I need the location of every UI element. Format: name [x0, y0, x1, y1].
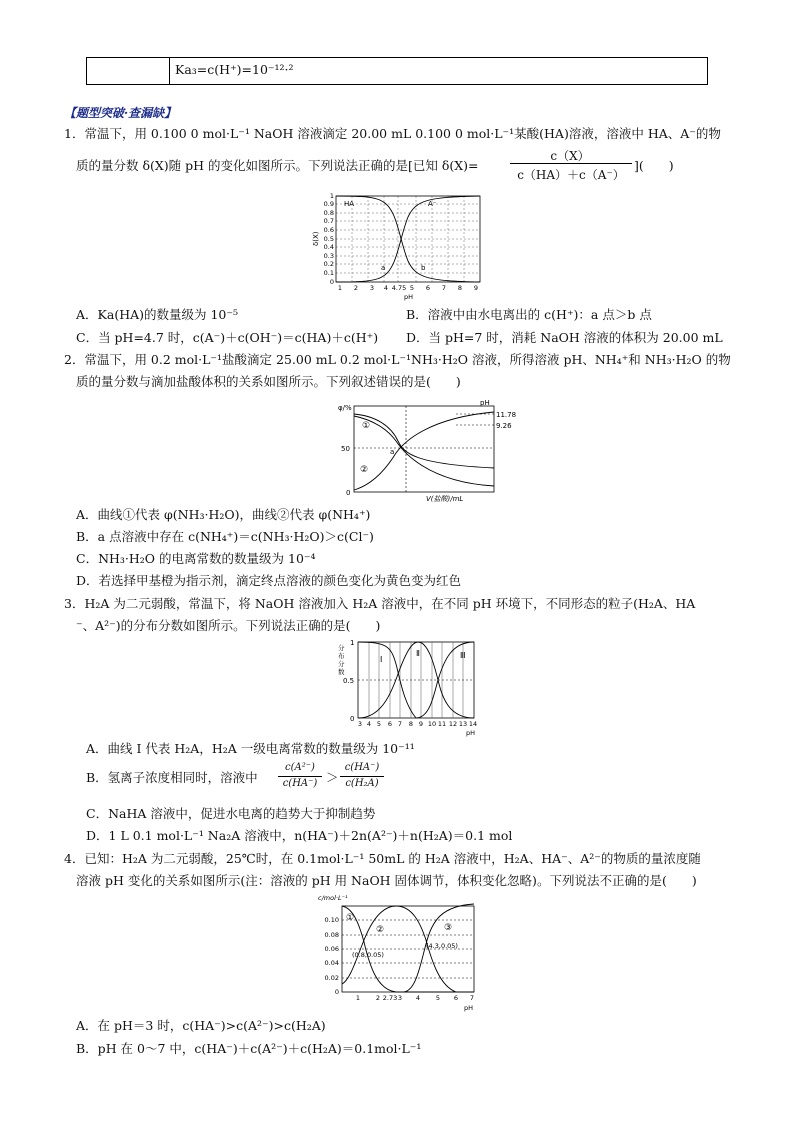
q3-curve-II-label: Ⅱ [416, 649, 420, 658]
svg-text:9: 9 [418, 720, 424, 728]
q2-option-a: A．曲线①代表 φ(NH₃·H₂O)，曲线②代表 φ(NH₄⁺) [76, 507, 371, 522]
svg-text:6: 6 [387, 720, 393, 728]
svg-text:1: 1 [355, 994, 361, 1002]
svg-text:1: 1 [337, 284, 343, 292]
q2-point-a: a [390, 448, 395, 456]
svg-text:0.7: 0.7 [323, 217, 334, 225]
q2-ph1: 11.78 [496, 411, 516, 419]
q3-curve-III-label: Ⅲ [460, 651, 466, 660]
svg-text:3: 3 [369, 284, 375, 292]
q3-option-b-pre: B．氢离子浓度相同时，溶液中 [86, 770, 258, 785]
q3-b-frac1-num: c(A²⁻) [285, 762, 315, 773]
svg-text:13: 13 [458, 720, 468, 728]
q3-b-frac1-bar [278, 776, 322, 777]
q1-frac-den: c（HA）＋c（A⁻） [517, 168, 625, 182]
q1-point-a: a [381, 264, 386, 272]
svg-text:0: 0 [329, 278, 334, 286]
svg-text:12: 12 [448, 720, 458, 728]
q2-chart [336, 396, 516, 502]
svg-text:0.04: 0.04 [324, 959, 339, 967]
svg-text:2.73: 2.73 [382, 994, 398, 1002]
svg-text:10: 10 [427, 720, 437, 728]
svg-text:4: 4 [383, 284, 389, 292]
q3-y0: 0 [350, 715, 355, 723]
svg-text:0.4: 0.4 [323, 243, 334, 251]
q1-option-b: B．溶液中由水电离出的 c(H⁺)：a 点＞b 点 [406, 307, 652, 322]
q4-point1: (0.8,0.05) [352, 951, 384, 959]
svg-text:4: 4 [366, 720, 372, 728]
q3-ylabel-1: 分 [338, 644, 345, 652]
svg-text:5: 5 [435, 994, 441, 1002]
svg-text:14: 14 [468, 720, 478, 728]
svg-text:0.3: 0.3 [323, 252, 334, 260]
q4-point2: (4.3,0.05) [426, 942, 458, 950]
svg-text:7: 7 [441, 284, 447, 292]
svg-text:3: 3 [357, 720, 363, 728]
q2-curve1-label: ① [362, 421, 371, 431]
q3-y1: 1 [350, 639, 355, 647]
q3-curve-I-label: Ⅰ [380, 655, 383, 664]
svg-text:8: 8 [457, 284, 463, 292]
svg-text:6: 6 [425, 284, 431, 292]
q1-option-c: C．当 pH=4.7 时，c(A⁻)＋c(OH⁻)＝c(HA)＋c(H⁺) [76, 330, 379, 345]
q3-b-frac2-den: c(H₂A) [345, 778, 379, 789]
q3-ylabel-4: 数 [338, 668, 345, 676]
svg-text:2: 2 [353, 284, 359, 292]
q2-y50: 50 [341, 445, 350, 453]
q3-b-gt: ＞ [326, 770, 339, 785]
svg-text:7: 7 [469, 994, 475, 1002]
svg-text:5: 5 [409, 284, 415, 292]
q4-ylabel: c/mol·L⁻¹ [318, 894, 348, 902]
q4-option-b: B．pH 在 0～7 中，c(HA⁻)＋c(A²⁻)＋c(H₂A)＝0.1mol·L⁻¹ [76, 1041, 422, 1056]
q2-option-c: C．NH₃·H₂O 的电离常数的数量级为 10⁻⁴ [76, 551, 316, 566]
q1-line2-end: ]( ) [634, 158, 674, 173]
q2-ph2: 9.26 [496, 422, 512, 430]
svg-text:0.2: 0.2 [323, 260, 334, 268]
svg-text:5: 5 [376, 720, 382, 728]
q4-line1: 4．已知：H₂A 为二元弱酸，25℃时，在 0.1mol·L⁻¹ 50mL 的 H₂A 溶液中，H₂A、HA⁻、A²⁻的物质的量浓度随 [64, 851, 701, 866]
ka3-table-row [86, 57, 708, 85]
svg-text:4.75: 4.75 [391, 284, 407, 292]
q2-ph-label: pH [480, 399, 490, 407]
section-title: 【题型突破·查漏缺】 [64, 106, 177, 120]
q2-line2: 质的量分数与滴加盐酸体积的关系如图所示。下列叙述错误的是( ) [76, 374, 461, 389]
q4-curve1-label: ① [346, 913, 355, 923]
svg-text:0.06: 0.06 [324, 945, 339, 953]
q2-xlabel: V(盐酸)/mL [426, 495, 464, 502]
q4-curve2-label: ② [376, 925, 385, 935]
svg-text:1: 1 [329, 192, 334, 200]
q2-curve-pH [354, 414, 494, 468]
q3-b-frac1-den: c(HA⁻) [282, 778, 318, 789]
q3-option-a: A．曲线 I 代表 H₂A，H₂A 一级电离常数的数量级为 10⁻¹¹ [86, 741, 415, 756]
svg-text:0: 0 [334, 988, 339, 996]
q3-y05: 0.5 [343, 677, 355, 685]
table-empty-cell [87, 58, 170, 84]
q2-curve-2 [354, 412, 494, 490]
q2-option-d: D．若选择甲基橙为指示剂，滴定终点溶液的颜色变化为黄色变为红色 [76, 573, 462, 588]
q3-b-frac2-bar [340, 776, 384, 777]
q1-point-b: b [421, 264, 426, 272]
q3-line2: ⁻、A²⁻)的分布分数如图所示。下列说法正确的是( ) [76, 618, 381, 633]
svg-text:0.08: 0.08 [324, 931, 339, 939]
svg-text:6: 6 [453, 994, 459, 1002]
q3-ylabel-3: 分 [338, 660, 345, 668]
svg-text:2: 2 [375, 994, 381, 1002]
q3-chart [336, 634, 486, 738]
svg-text:11: 11 [437, 720, 447, 728]
svg-text:3: 3 [397, 994, 403, 1002]
ka3-cell: Ka₃=c(H⁺)=10⁻¹²·² [175, 62, 294, 77]
svg-text:0.9: 0.9 [323, 200, 334, 208]
q4-option-a: A．在 pH＝3 时，c(HA⁻)>c(A²⁻)>c(H₂A) [76, 1018, 326, 1033]
q2-ylabel: φ/% [338, 404, 352, 412]
q2-curve-1 [354, 416, 494, 486]
q1-line1: 1．常温下，用 0.100 0 mol·L⁻¹ NaOH 溶液滴定 20.00 mL 0.100 0 mol·L⁻¹某酸(HA)溶液，溶液中 HA、A⁻的物 [64, 126, 721, 141]
svg-text:9: 9 [473, 284, 479, 292]
q3-line1: 3．H₂A 为二元弱酸，常温下，将 NaOH 溶液加入 H₂A 溶液中，在不同 pH 环境下，不同形态的粒子(H₂A、HA [64, 596, 696, 611]
q4-chart [316, 890, 486, 1014]
svg-text:0.10: 0.10 [324, 916, 339, 924]
q3-b-frac2-num: c(HA⁻) [344, 762, 380, 773]
q1-frac-num: c（X） [550, 149, 590, 163]
svg-text:8: 8 [408, 720, 414, 728]
q1-label-A: A⁻ [428, 200, 437, 208]
q4-line2: 溶液 pH 变化的关系如图所示(注：溶液的 pH 用 NaOH 固体调节，体积变化忽略)。下列说法不正确的是( ) [76, 873, 697, 888]
q2-y0: 0 [346, 489, 351, 497]
q1-ylabel: δ(X) [312, 231, 320, 246]
q1-label-HA: HA [344, 200, 355, 208]
q1-xlabel: pH [404, 293, 414, 301]
q1-option-d: D．当 pH=7 时，消耗 NaOH 溶液的体积为 20.00 mL [406, 330, 723, 345]
q4-xlabel: pH [464, 1004, 474, 1012]
svg-text:7: 7 [397, 720, 403, 728]
q2-line1: 2．常温下，用 0.2 mol·L⁻¹盐酸滴定 25.00 mL 0.2 mol·L⁻¹NH₃·H₂O 溶液，所得溶液 pH、NH₄⁺和 NH₃·H₂O 的物 [64, 352, 731, 367]
q2-curve2-label: ② [360, 465, 369, 475]
svg-text:0.5: 0.5 [323, 235, 334, 243]
svg-text:4: 4 [415, 994, 421, 1002]
q3-ylabel-2: 布 [338, 652, 345, 660]
q1-frac-bar [510, 163, 632, 164]
q1-line2: 质的量分数 δ(X)随 pH 的变化如图所示。下列说法正确的是[已知 δ(X)= [76, 158, 479, 173]
svg-text:0.1: 0.1 [323, 269, 334, 277]
svg-text:0.6: 0.6 [323, 226, 334, 234]
q3-xlabel: pH [466, 729, 476, 737]
q3-option-c: C．NaHA 溶液中，促进水电离的趋势大于抑制趋势 [86, 806, 376, 821]
q2-option-b: B．a 点溶液中存在 c(NH₄⁺)＝c(NH₃·H₂O)＞c(Cl⁻) [76, 529, 374, 544]
q1-option-a: A．Ka(HA)的数量级为 10⁻⁵ [76, 307, 238, 322]
svg-text:0.02: 0.02 [324, 974, 339, 982]
svg-text:0.8: 0.8 [323, 209, 334, 217]
q1-chart [308, 186, 528, 302]
q3-option-d: D．1 L 0.1 mol·L⁻¹ Na₂A 溶液中，n(HA⁻)＋2n(A²⁻)＋n(H₂A)＝0.1 mol [86, 828, 513, 843]
q4-curve3-label: ③ [444, 923, 453, 933]
